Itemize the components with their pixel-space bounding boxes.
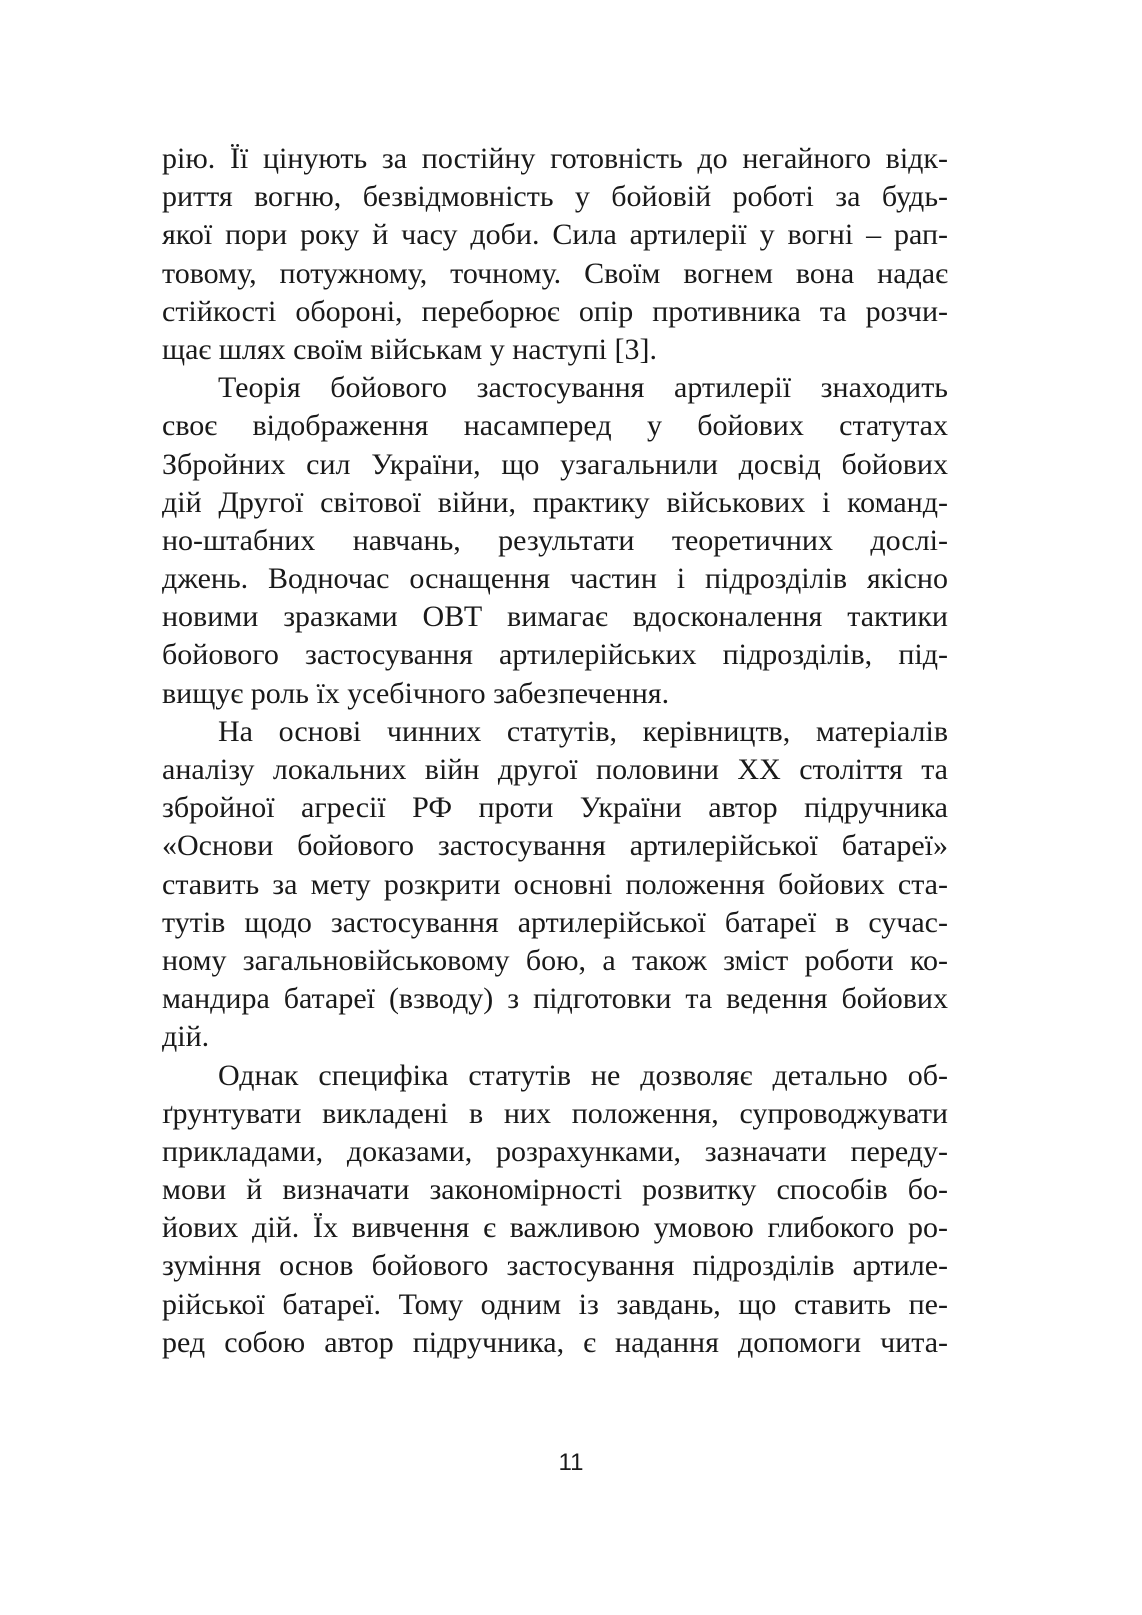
- text-line: прикладами, доказами, розрахунками, зазначати переду-: [162, 1134, 948, 1168]
- text-line: ґрунтувати викладені в них положення, супроводжувати: [162, 1096, 948, 1130]
- text-line: мандира батареї (взводу) з підготовки та ведення бойових: [162, 982, 948, 1016]
- text-line: йових дій. Їх вивчення є важливою умовою глибокого ро-: [162, 1211, 948, 1245]
- text-line: ному загальновійськовому бою, а також зміст роботи ко-: [162, 943, 948, 977]
- text-line: Однак специфіка статутів не дозволяє детально об-: [218, 1058, 948, 1092]
- text-line: Теорія бойового застосування артилерії знаходить: [218, 371, 948, 405]
- text-line: ставить за мету розкрити основні положення бойових ста-: [162, 867, 948, 901]
- paragraph: [162, 369, 948, 713]
- text-line: рійської батареї. Тому одним із завдань, що ставить пе-: [162, 1287, 948, 1321]
- text-line: На основі чинних статутів, керівництв, матеріалів: [218, 714, 948, 748]
- text-line: стійкості обороні, переборює опір противника та розчи-: [162, 294, 948, 328]
- page-number: 11: [558, 1449, 584, 1476]
- text-line: бойового застосування артилерійських підрозділів, під-: [162, 638, 948, 672]
- text-line: товому, потужному, точному. Своїм вогнем вона надає: [162, 256, 948, 290]
- text-line: зуміння основ бойового застосування підрозділів артиле-: [162, 1249, 948, 1283]
- paragraph: [162, 1057, 948, 1363]
- text-line: вищує роль їх усебічного забезпечення.: [162, 676, 670, 710]
- paragraph: [162, 713, 948, 1057]
- text-line: дій.: [162, 1020, 210, 1054]
- text-line: ред собою автор підручника, є надання допомоги чита-: [162, 1325, 948, 1359]
- text-line: тутів щодо застосування артилерійської батареї в сучас-: [162, 905, 948, 939]
- text-line: Збройних сил України, що узагальнили досвід бойових: [162, 447, 948, 481]
- paragraph: [162, 140, 948, 369]
- text-line: риття вогню, безвідмовність у бойовій роботі за будь-: [162, 180, 948, 214]
- body-text: [162, 140, 948, 1362]
- text-line: своє відображення насамперед у бойових статутах: [162, 409, 948, 443]
- text-line: щає шлях своїм військам у наступі [3].: [162, 332, 657, 366]
- text-line: но-штабних навчань, результати теоретичних дослі-: [162, 523, 948, 557]
- text-line: якої пори року й часу доби. Сила артилерії у вогні – рап-: [162, 218, 948, 252]
- text-line: рію. Її цінують за постійну готовність до негайного відк-: [162, 142, 948, 175]
- text-line: дій Другої світової війни, практику військових і команд-: [162, 485, 948, 519]
- text-line: мови й визначати закономірності розвитку способів бо-: [162, 1173, 948, 1207]
- text-line: «Основи бойового застосування артилерійської батареї»: [162, 829, 948, 863]
- text-line: джень. Водночас оснащення частин і підрозділів якісно: [162, 562, 948, 596]
- text-line: аналізу локальних війн другої половини XX століття та: [162, 753, 948, 786]
- text-line: новими зразками ОВТ вимагає вдосконалення тактики: [162, 600, 948, 634]
- text-line: збройної агресії РФ проти України автор підручника: [162, 791, 948, 825]
